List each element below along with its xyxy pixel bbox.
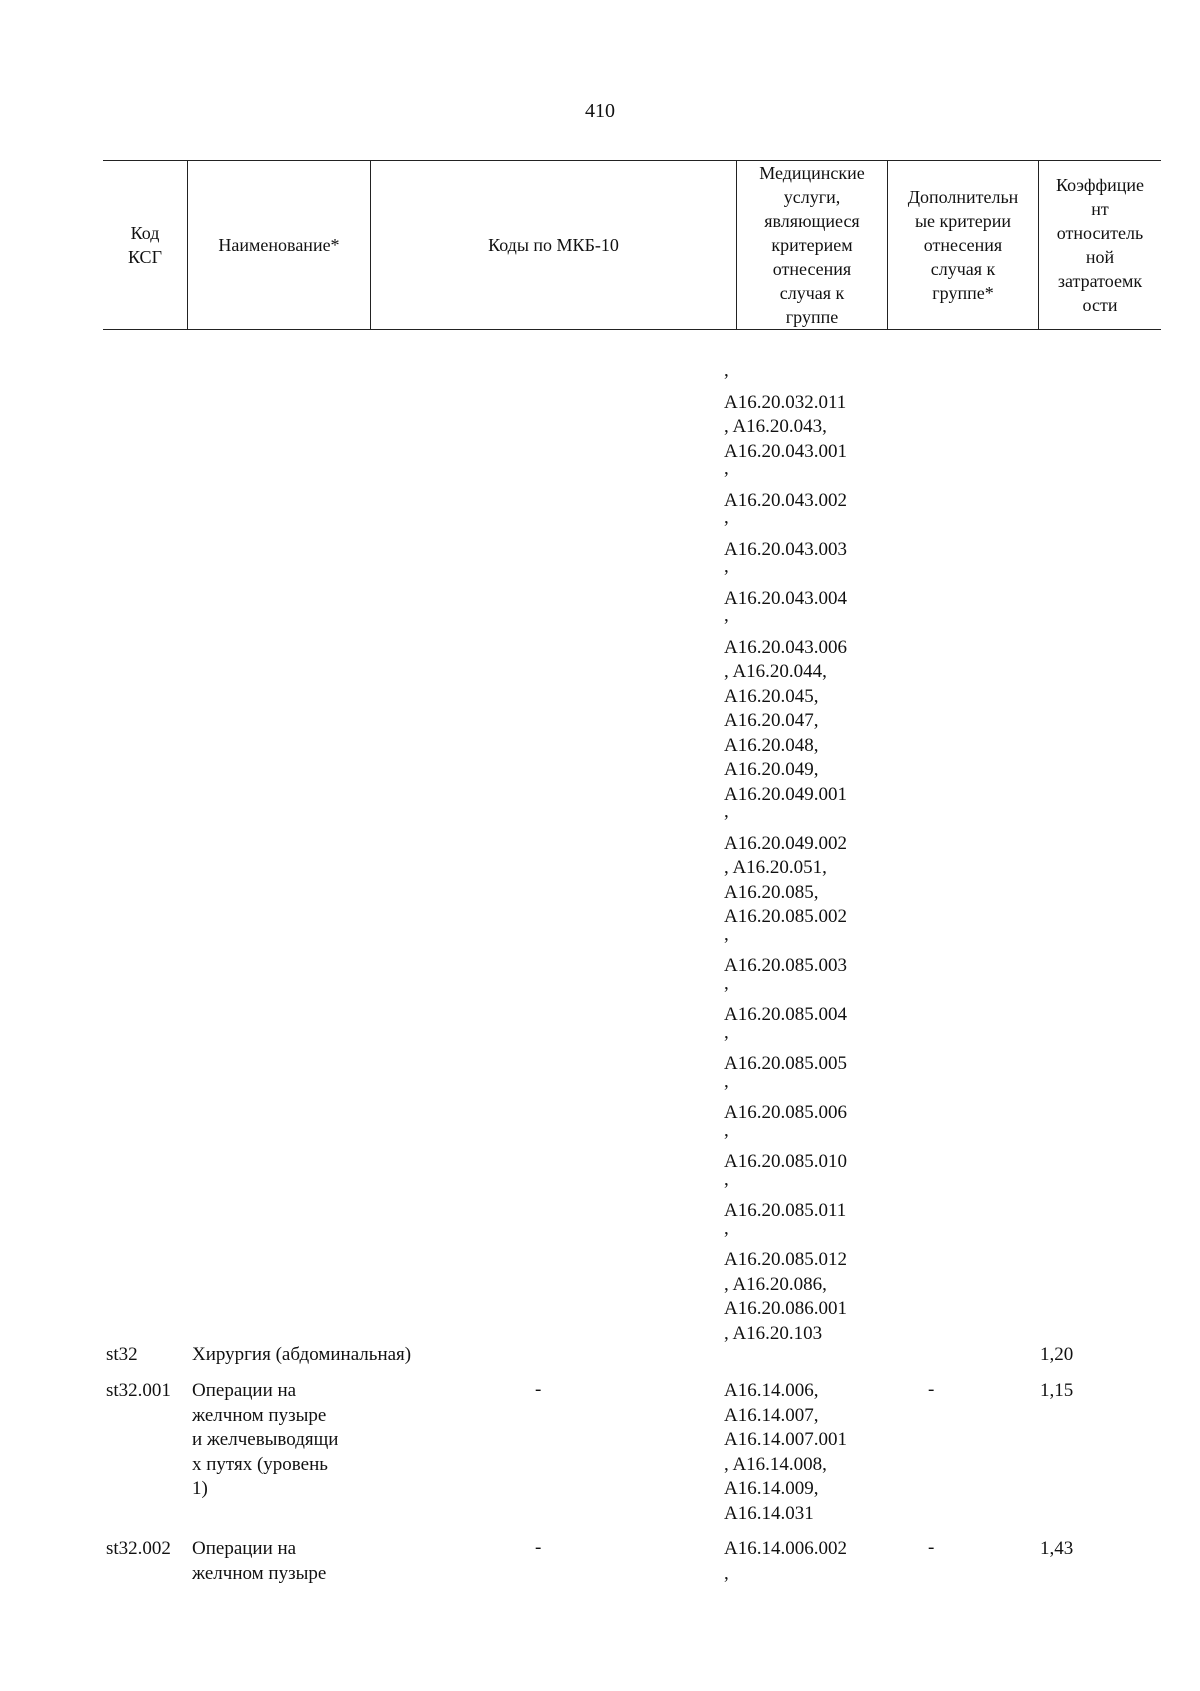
service-code-line — [724, 1070, 847, 1102]
service-code-line: A16.20.043.006 — [724, 636, 847, 658]
header-additional-criteria: Дополнительн ые критерии отнесения случая к группе* — [888, 161, 1039, 330]
service-code-comma: , — [724, 1168, 729, 1190]
service-code-line: , A16.20.043, — [724, 416, 827, 437]
service-code-line: A16.20.049.002 — [724, 832, 847, 854]
table-header — [103, 160, 1161, 330]
service-code-line — [724, 1217, 847, 1249]
service-code-line: A16.20.085.010 — [724, 1151, 847, 1172]
service-code-comma: , — [724, 1217, 729, 1239]
row-name: Хирургия (абдоминальная) — [192, 1344, 412, 1365]
service-code-line — [724, 556, 847, 587]
service-code-line: A16.20.049, — [724, 759, 819, 780]
row-medical-services: A16.14.006, A16.14.007, A16.14.007.001 , A16.14.008, A16.14.009, A16.14.031 — [724, 1380, 847, 1524]
service-code-line — [724, 360, 847, 391]
service-code-comma: , — [724, 556, 729, 577]
row-coefficient: 1,15 — [1040, 1380, 1074, 1401]
service-code-comma: , — [724, 458, 729, 479]
row-mkb-codes: - — [535, 1379, 542, 1400]
service-code-comma: , — [724, 605, 729, 626]
row-additional-criteria: - — [928, 1379, 935, 1400]
service-code-line: A16.20.085, — [724, 881, 819, 903]
row-name: Операции на желчном пузыре и желчевыводящи х путях (уровень 1) — [192, 1380, 339, 1499]
service-code-line: A16.20.048, — [724, 734, 819, 756]
service-code-line: A16.20.085.002 — [724, 906, 847, 927]
row-code: st32.002 — [106, 1538, 171, 1559]
service-code-comma: , — [724, 923, 729, 945]
header-name: Наименование* — [188, 161, 371, 330]
service-code-line: A16.20.086.001 — [724, 1298, 847, 1319]
service-code-line: , A16.20.051, — [724, 857, 827, 878]
service-code-comma: , — [724, 507, 729, 528]
service-code-line: A16.20.085.006 — [724, 1102, 847, 1123]
service-code-line: A16.20.043.003 — [724, 538, 847, 560]
service-code-line — [724, 458, 847, 489]
service-code-line: A16.20.085.011 — [724, 1200, 847, 1221]
row-coefficient: 1,20 — [1040, 1344, 1074, 1365]
row-code: st32.001 — [106, 1380, 171, 1401]
service-code-line: , A16.20.044, — [724, 661, 827, 682]
continued-services-list — [724, 360, 847, 1346]
service-code-comma: , — [724, 1070, 729, 1092]
service-code-line — [724, 801, 847, 832]
service-code-line: A16.20.043.004 — [724, 587, 847, 609]
service-code-line — [724, 1119, 847, 1151]
service-code-comma: , — [724, 360, 729, 381]
row-coefficient: 1,43 — [1040, 1538, 1074, 1559]
service-code-line: A16.20.085.003 — [724, 955, 847, 976]
service-code-comma: , — [724, 1119, 729, 1141]
row-name: Операции на желчном пузыре — [192, 1538, 327, 1584]
service-code-line — [724, 605, 847, 636]
service-code-line: , A16.20.103 — [724, 1322, 823, 1344]
row-medical-services: A16.14.006.002 , — [724, 1538, 847, 1584]
service-code-line: A16.20.085.005 — [724, 1053, 847, 1074]
service-code-line: A16.20.085.004 — [724, 1004, 847, 1025]
row-additional-criteria: - — [928, 1537, 935, 1558]
service-code-comma: , — [724, 1021, 729, 1043]
service-code-line: A16.20.045, — [724, 685, 819, 707]
row-mkb-codes: - — [535, 1537, 542, 1558]
service-code-line: A16.20.047, — [724, 710, 819, 731]
service-code-line: A16.20.085.012 — [724, 1249, 847, 1270]
service-code-line — [724, 972, 847, 1004]
service-code-line: A16.20.043.001 — [724, 440, 847, 462]
service-code-line — [724, 1021, 847, 1053]
service-code-line — [724, 923, 847, 955]
service-code-line — [724, 507, 847, 538]
service-code-line: A16.20.049.001 — [724, 783, 847, 805]
service-code-line — [724, 1168, 847, 1200]
row-code: st32 — [106, 1344, 138, 1365]
header-coefficient: Коэффицие нт относитель ной затратоемк ости — [1039, 161, 1162, 330]
service-code-comma: , — [724, 972, 729, 994]
service-code-line: , A16.20.086, — [724, 1273, 827, 1295]
service-code-line: A16.20.032.011 — [724, 391, 847, 413]
header-code-ksg: Код КСГ — [103, 161, 188, 330]
service-code-line: A16.20.043.002 — [724, 489, 847, 511]
page-number: 410 — [585, 100, 615, 122]
service-code-comma: , — [724, 801, 729, 822]
header-medical-services: Медицинские услуги, являющиеся критерием отнесения случая к группе — [737, 161, 888, 330]
header-mkb-codes: Коды по МКБ-10 — [371, 161, 737, 330]
